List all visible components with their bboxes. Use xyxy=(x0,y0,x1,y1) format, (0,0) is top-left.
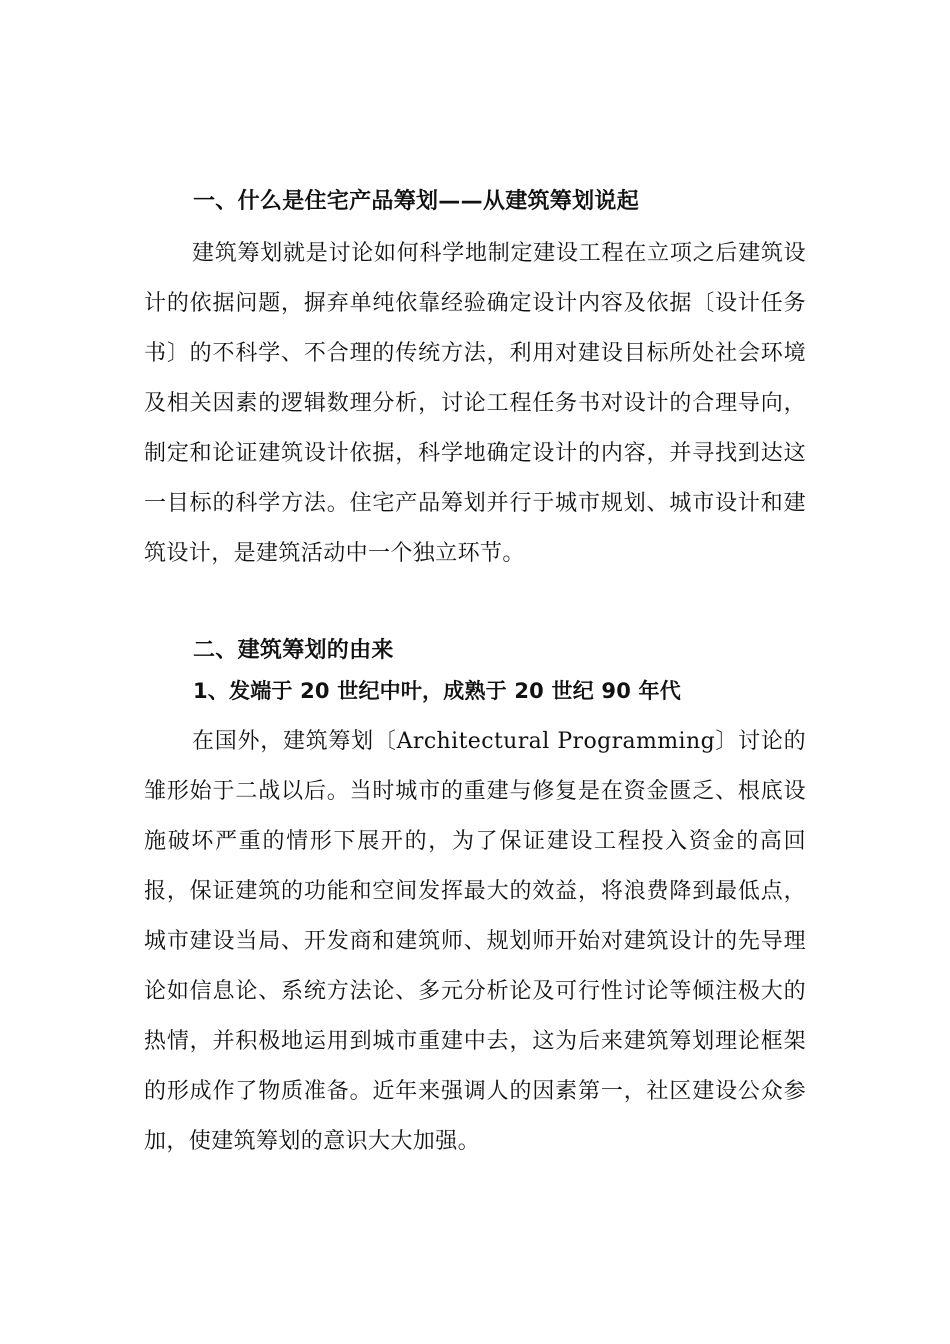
section-1-heading: 一、什么是住宅产品筹划——从建筑筹划说起 xyxy=(193,189,640,214)
section-2-heading: 二、建筑筹划的由来 xyxy=(193,638,394,663)
section-2-paragraph: 在国外，建筑筹划〔Architectural Programming〕讨论的雏形始于二战以后。当时城市的重建与修复是在资金匮乏、根底设施破坏严重的情形下展开的，为了保证建设工程投入资金的高回报，保证建筑的功能和空间发挥最大的效益，将浪费降到最低点，城市建设当局、开发商和建筑师、规划师开始对建筑设计的先导理论如信息论、系统方法论、多元分析论及可行性讨论等倾注极大的热情，并积极地运用到城市重建中去，这为后来建筑筹划理论框架的形成作了物质准备。近年来强调人的因素第一，社区建设公众参加，使建筑筹划的意识大大加强。 xyxy=(144,729,806,1154)
section-1-paragraph: 建筑筹划就是讨论如何科学地制定建设工程在立项之后建筑设计的依据问题，摒弃单纯依靠经验确定设计内容及依据〔设计任务书〕的不科学、不合理的传统方法，利用对建设目标所处社会环境及相关因素的逻辑数理分析，讨论工程任务书对设计的合理导向，制定和论证建筑设计依据，科学地确定设计的内容，并寻找到达这一目标的科学方法。住宅产品筹划并行于城市规划、城市设计和建筑设计，是建筑活动中一个独立环节。 xyxy=(144,241,806,566)
section-2-subheading: 1、发端于 20 世纪中叶，成熟于 20 世纪 90 年代 xyxy=(193,679,681,703)
document-body xyxy=(144,182,806,1167)
